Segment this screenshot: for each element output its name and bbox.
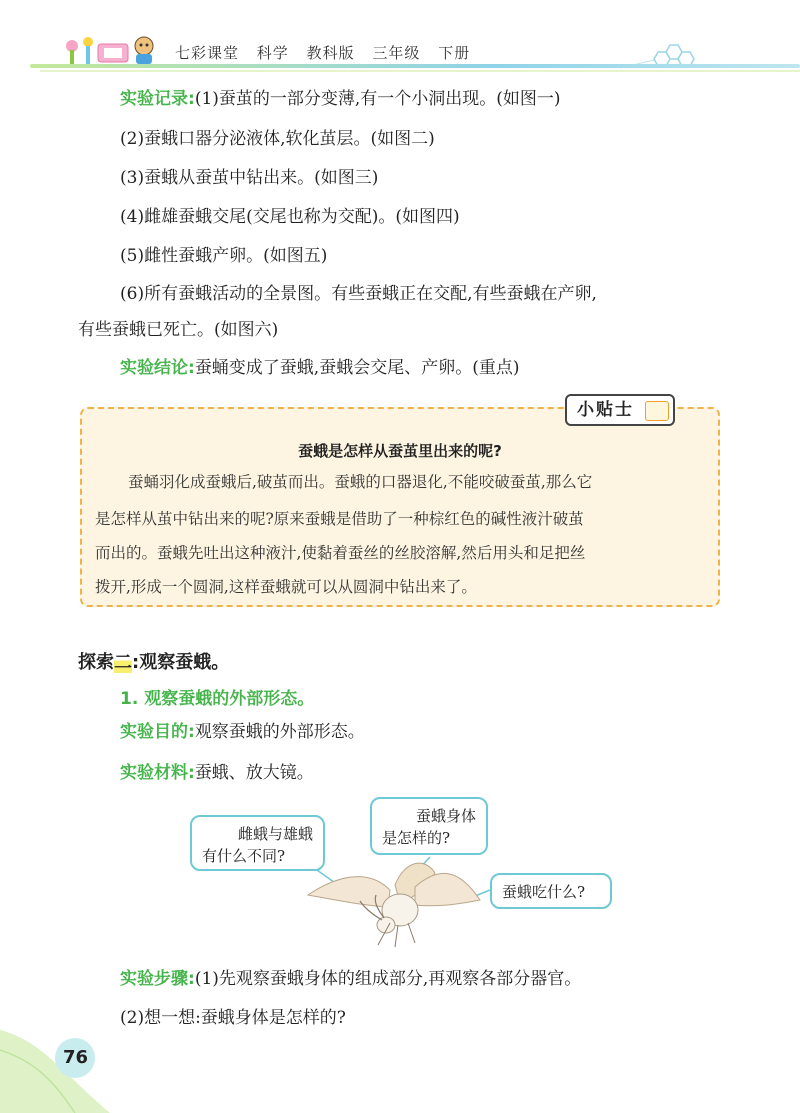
materials — [120, 760, 314, 786]
record-item-3: (3)蚕蛾从蚕茧中钻出来。(如图三) — [120, 168, 379, 188]
record-label: 实验记录: — [120, 89, 195, 109]
note-icon — [645, 401, 669, 421]
materials-label: 实验材料: — [120, 763, 195, 783]
bubble-top — [370, 797, 488, 855]
record-item-4: (4)雌雄蚕蛾交尾(交尾也称为交配)。(如图四) — [120, 207, 460, 227]
moth-illustration — [190, 795, 620, 955]
steps-label: 实验步骤: — [120, 969, 195, 989]
header-edition: 教科版 — [306, 44, 355, 62]
bubble-left-line-2: 有什么不同? — [202, 847, 286, 865]
record-item-2: (2)蚕蛾口器分泌液体,软化茧层。(如图二) — [120, 129, 435, 149]
record-item-6-line-1: (6)所有蚕蛾活动的全景图。有些蚕蛾正在交配,有些蚕蛾在产卵, — [120, 284, 597, 304]
explore-heading — [78, 648, 229, 674]
explore-rest: :观察蚕蛾。 — [132, 652, 230, 673]
tip-line-2: 是怎样从茧中钻出来的呢?原来蚕蛾是借助了一种棕红色的碱性液汁破茧 — [95, 510, 584, 528]
header-subject: 科学 — [256, 44, 289, 62]
steps-item-1 — [120, 966, 581, 992]
header-text — [175, 42, 482, 63]
bubble-right: 蚕蛾吃什么? — [490, 873, 612, 909]
record-item-5: (5)雌性蚕蛾产卵。(如图五) — [120, 246, 328, 266]
purpose — [120, 719, 365, 745]
purpose-text: 观察蚕蛾的外部形态。 — [194, 722, 365, 742]
conclusion — [120, 355, 519, 381]
book-logo-icon — [64, 32, 164, 66]
conclusion-text: 蚕蛹变成了蚕蛾,蚕蛾会交尾、产卵。(重点) — [194, 358, 520, 378]
tip-line-3: 而出的。蚕蛾先吐出这种液汁,使黏着蚕丝的丝胶溶解,然后用头和足把丝 — [95, 544, 586, 562]
purpose-label: 实验目的: — [120, 722, 195, 742]
section-1-title: 1. 观察蚕蛾的外部形态。 — [120, 689, 315, 709]
materials-text: 蚕蛾、放大镜。 — [194, 763, 314, 783]
record-item-6-line-2: 有些蚕蛾已死亡。(如图六) — [78, 320, 279, 340]
explore-prefix: 探索 — [78, 652, 114, 673]
tip-tag-label: 小贴士 — [577, 400, 634, 420]
header-book: 七彩课堂 — [175, 44, 240, 62]
page-number-decoration-icon — [0, 1020, 110, 1113]
header-volume: 下册 — [438, 44, 471, 62]
tip-line-4: 拨开,形成一个圆洞,这样蚕蛾就可以从圆洞中钻出来了。 — [95, 578, 477, 596]
record-item-1 — [120, 86, 561, 112]
record-item-1-text: (1)蚕茧的一部分变薄,有一个小洞出现。(如图一) — [194, 89, 561, 109]
bubble-top-line-2: 是怎样的? — [382, 829, 451, 847]
page-header — [0, 0, 800, 80]
bubble-left — [190, 815, 325, 871]
tip-line-1: 蚕蛹羽化成蚕蛾后,破茧而出。蚕蛾的口器退化,不能咬破蚕茧,那么它 — [128, 473, 593, 491]
bubble-top-line-1: 蚕蛾身体 — [415, 807, 476, 825]
header-divider-thin — [40, 70, 800, 72]
tip-tag — [565, 394, 675, 426]
tip-title: 蚕蛾是怎样从蚕茧里出来的呢? — [298, 442, 502, 460]
header-grade: 三年级 — [372, 44, 421, 62]
page-number: 76 — [63, 1047, 89, 1068]
explore-highlight: 二 — [114, 652, 132, 673]
header-divider — [30, 64, 800, 68]
conclusion-label: 实验结论: — [120, 358, 195, 378]
steps-item-1-text: (1)先观察蚕蛾身体的组成部分,再观察各部分器官。 — [194, 969, 582, 989]
steps-item-2: (2)想一想:蚕蛾身体是怎样的? — [120, 1008, 346, 1028]
bubble-left-line-1: 雌蛾与雄蛾 — [237, 825, 313, 843]
